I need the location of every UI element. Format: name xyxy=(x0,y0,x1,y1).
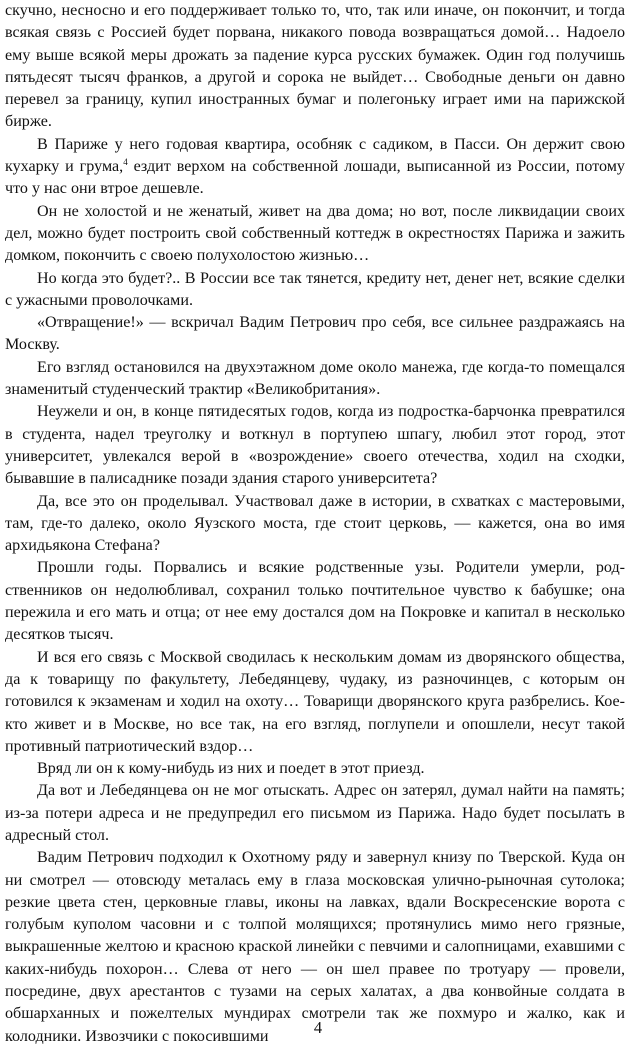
paragraph: Его взгляд остановился на двухэтажном доме около манежа, где когда-то помещался знаменитый студенческий трактир «Великобритания». xyxy=(5,358,625,399)
paragraph-text: ездит верхом на собственной лошади, выписанной из России, потому что у нас они втрое дешевле. xyxy=(5,158,625,198)
page-number: 4 xyxy=(313,1018,323,1037)
paragraph: Неужели и он, в конце пятидесятых годов, когда из подростка-барчонка превратился в студента, надел треуголку и воткнул в портупею шпагу, любил этот город, этот университет, увлекался верой в «возрождение» своего отечества, ходил на сходки, бывавшие в палисаднике позади здания старого университета? xyxy=(5,403,625,488)
paragraph xyxy=(5,134,625,201)
paragraph: Да, все это он проделывал. Участвовал даже в истории, в схватках с мастеровыми, там, где-то далеко, около Яузского моста, где стоит церковь, — кажется, она во имя архидьякона Стефана? xyxy=(5,492,625,555)
paragraph: Вряд ли он к кому-нибудь из них и поедет в этот приезд. xyxy=(37,760,425,778)
paragraph-text: В Париже у него годовая квартира, особняк с садиком, в Пасси. Он держит свою кухарку и грума, xyxy=(5,135,625,176)
paragraph: Прошли годы. Порвались и всякие родственные узы. Родители умерли, родственников он недолюбливал, сохранил только почтительное чувство к бабушке; она пережила и его мать и отца; от нее ему достался дом на Покровке и капитал в несколько десятков тысяч. xyxy=(5,559,625,644)
paragraph: скучно, несносно и его поддерживает только то, что, так или иначе, он покончит, и тогда всякая связь с Россией будет порвана, никакого повода возвращаться домой… Надоело ему выше всякой меры дрожать за падение курса русских бумажек. Один год получишь пятьдесят тысяч франков, а другой и сорока не выйдет… Свободные деньги он давно перевел за границу, купил иностранных бумаг и полегоньку играет ими на парижской бирже. xyxy=(5,2,625,131)
paragraph: И вся его связь с Москвой сводилась к нескольким домам из дворянского общества, да к товарищу по факультету, Лебедянцеву, чудаку, из разночинцев, с которым он готовился к экзаменам и ходил на охоту… Товарищи дворянского круга разбрелись. Кое-кто живет и в Москве, но все так, на его взгляд, поглупели и опошлели, несут такой противный патриотический вздор… xyxy=(5,648,625,755)
footnote-reference[interactable]: 4 xyxy=(123,157,128,168)
paragraph: Он не холостой и не женатый, живет на два дома; но вот, после ликвидации своих дел, можно будет построить свой собственный коттедж в окрестностях Парижа и зажить домком, покончить с своею полухолостою жизнью… xyxy=(5,202,625,265)
paragraph: Но когда это будет?.. В России все так тянется, кредиту нет, денег нет, всякие сделки с ужасными проволочками. xyxy=(5,269,625,309)
paragraph: Да вот и Лебедянцева он не мог отыскать. Адрес он затерял, думал найти на память; из-за потери адреса и не предупредил его письмом из Парижа. Надо будет посылать в адресный стол. xyxy=(5,782,625,844)
paragraph: «Отвращение!» — вскричал Вадим Петрович про себя, все сильнее раздражаясь на Москву. xyxy=(5,314,625,354)
paragraph: Вадим Петрович подходил к Охотному ряду и завернул книзу по Тверской. Куда он ни смотрел — отовсюду металась ему в глаза московская улично-рыночная сутолока; резкие цвета стен, церковные главы, иконы на лавках, вдали Воскресенские ворота с голубым куполом часовни и с толпой молящихся; протянулись мимо него грязные, выкрашенные желтою и красною краской линейки с певчими и салопницами, ехавшими с каких-нибудь похорон… Слева от него — он шел правее по тротуару — провели, посредине, двух арестантов с тузами на серых халатах, а два конвойные солдата в обшарханных и пожелтелых мундирах смотрели так же похмуро и жалко, как и колодники. Извозчики с покосившими xyxy=(5,849,625,1045)
page-body-text xyxy=(5,0,625,1048)
